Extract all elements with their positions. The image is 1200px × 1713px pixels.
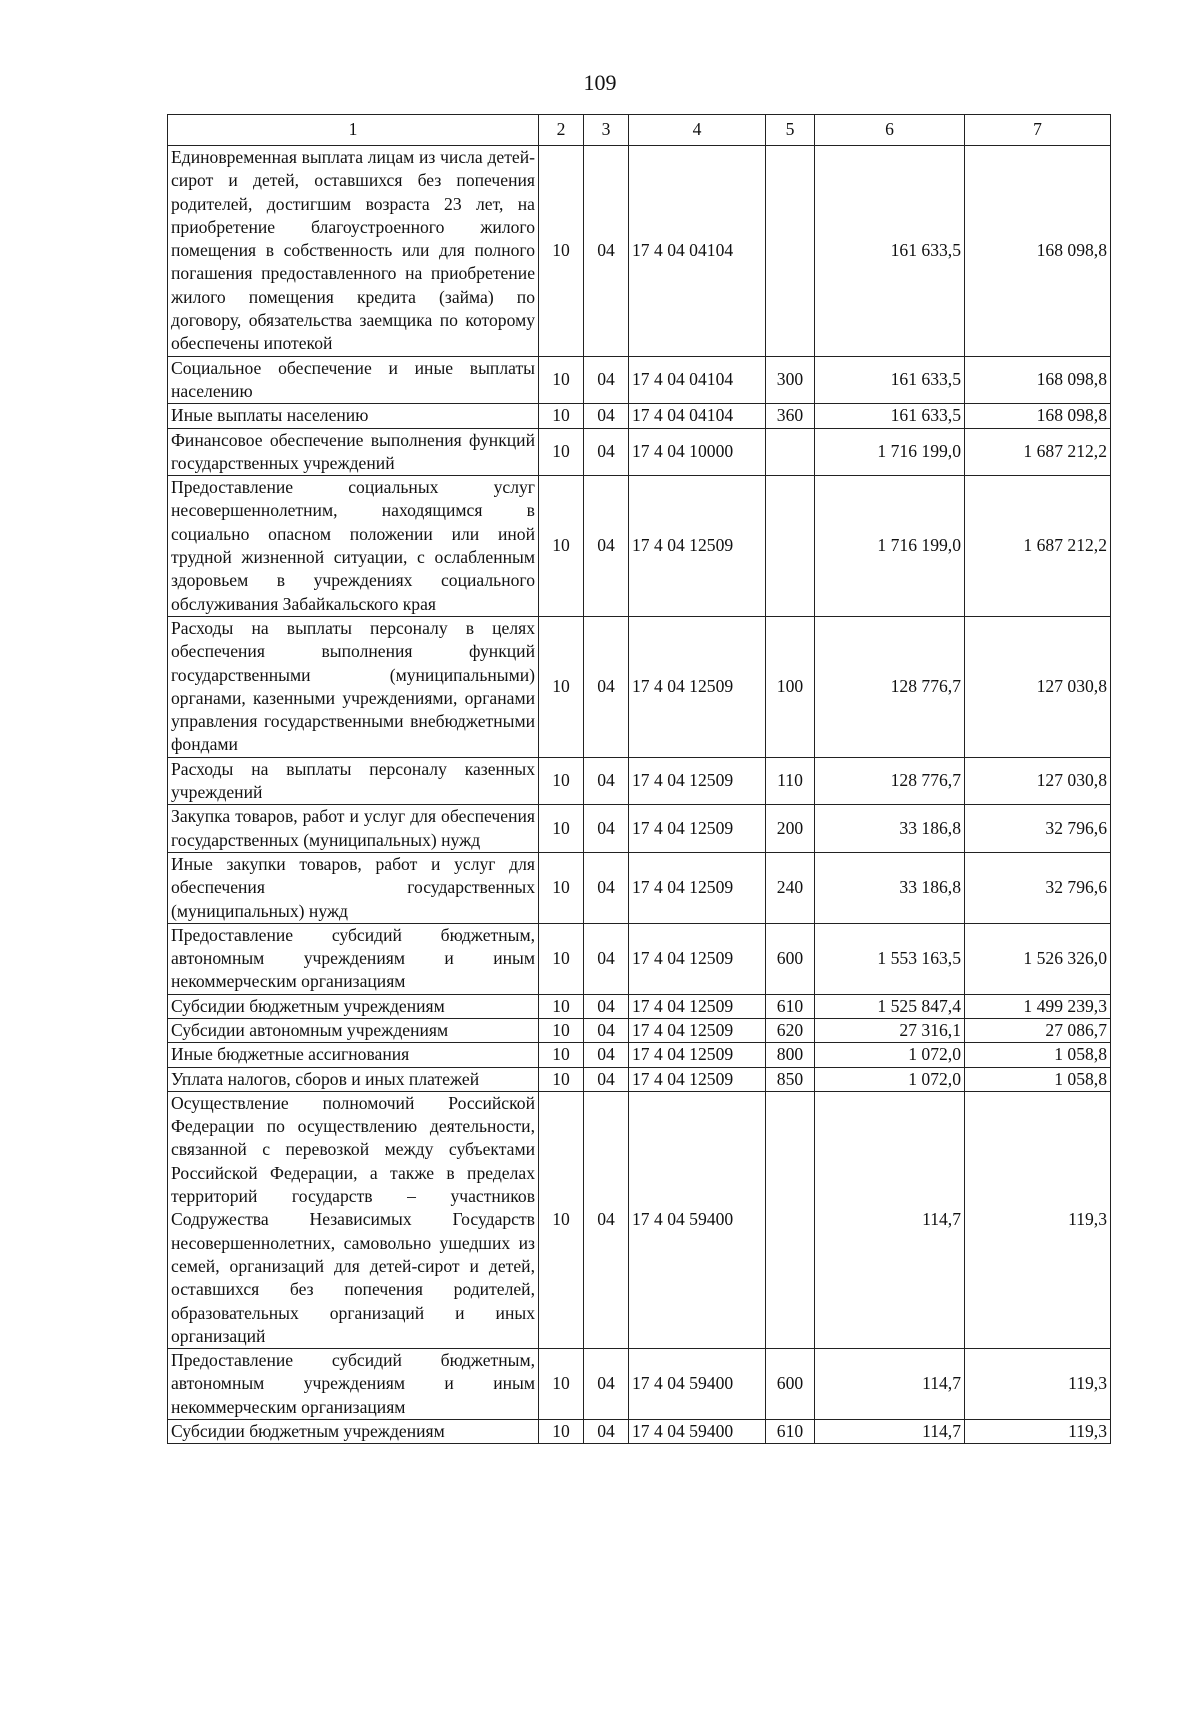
row-name-cell: Иные выплаты населению [168,404,539,428]
table-row [168,805,1111,853]
table-row [168,616,1111,757]
section-cell: 10 [539,1043,584,1067]
section-cell: 10 [539,923,584,994]
expense-type-cell: 300 [766,356,815,404]
amount-year2-cell: 119,3 [965,1349,1111,1420]
row-name-cell: Иные закупки товаров, работ и услуг для обеспечения государственных (муниципальных) нужд [168,852,539,923]
row-name-cell: Предоставление субсидий бюджетным, автономным учреждениям и иным некоммерческим организациям [168,1349,539,1420]
amount-year2-cell: 1 058,8 [965,1067,1111,1091]
section-cell: 10 [539,616,584,757]
amount-year1-cell: 114,7 [815,1420,965,1444]
row-name-cell: Финансовое обеспечение выполнения функций государственных учреждений [168,428,539,476]
column-header: 1 [168,115,539,146]
column-header: 6 [815,115,965,146]
subsection-cell: 04 [584,404,629,428]
subsection-cell: 04 [584,146,629,357]
column-header: 3 [584,115,629,146]
subsection-cell: 04 [584,1091,629,1348]
section-cell: 10 [539,428,584,476]
column-header: 2 [539,115,584,146]
subsection-cell: 04 [584,1349,629,1420]
target-item-cell: 17 4 04 12509 [629,476,766,617]
expense-type-cell [766,476,815,617]
target-item-cell: 17 4 04 59400 [629,1091,766,1348]
row-name-cell: Субсидии бюджетным учреждениям [168,1420,539,1444]
target-item-cell: 17 4 04 12509 [629,616,766,757]
amount-year2-cell: 1 058,8 [965,1043,1111,1067]
row-name-cell: Расходы на выплаты персоналу казенных учреждений [168,757,539,805]
budget-table [167,114,1111,1444]
expense-type-cell: 200 [766,805,815,853]
expense-type-cell: 800 [766,1043,815,1067]
header-row [168,115,1111,146]
subsection-cell: 04 [584,923,629,994]
expense-type-cell: 600 [766,923,815,994]
amount-year2-cell: 119,3 [965,1091,1111,1348]
target-item-cell: 17 4 04 12509 [629,757,766,805]
column-header: 7 [965,115,1111,146]
expense-type-cell: 110 [766,757,815,805]
target-item-cell: 17 4 04 12509 [629,805,766,853]
subsection-cell: 04 [584,1018,629,1042]
subsection-cell: 04 [584,1043,629,1067]
target-item-cell: 17 4 04 10000 [629,428,766,476]
table-row [168,356,1111,404]
section-cell: 10 [539,146,584,357]
amount-year1-cell: 1 072,0 [815,1067,965,1091]
subsection-cell: 04 [584,476,629,617]
table-row [168,757,1111,805]
table-row [168,1091,1111,1348]
section-cell: 10 [539,1091,584,1348]
amount-year2-cell: 32 796,6 [965,805,1111,853]
amount-year2-cell: 119,3 [965,1420,1111,1444]
table-row [168,1018,1111,1042]
row-name-cell: Уплата налогов, сборов и иных платежей [168,1067,539,1091]
section-cell: 10 [539,1067,584,1091]
expense-type-cell [766,1091,815,1348]
expense-type-cell: 620 [766,1018,815,1042]
amount-year1-cell: 1 553 163,5 [815,923,965,994]
section-cell: 10 [539,1420,584,1444]
target-item-cell: 17 4 04 04104 [629,404,766,428]
amount-year1-cell: 161 633,5 [815,356,965,404]
amount-year1-cell: 1 525 847,4 [815,994,965,1018]
table-row [168,1043,1111,1067]
expense-type-cell: 240 [766,852,815,923]
section-cell: 10 [539,994,584,1018]
target-item-cell: 17 4 04 12509 [629,923,766,994]
amount-year2-cell: 32 796,6 [965,852,1111,923]
target-item-cell: 17 4 04 12509 [629,1067,766,1091]
row-name-cell: Иные бюджетные ассигнования [168,1043,539,1067]
amount-year2-cell: 1 687 212,2 [965,428,1111,476]
subsection-cell: 04 [584,805,629,853]
row-name-cell: Предоставление социальных услуг несовершеннолетним, находящимся в социально опасном положении или иной трудной жизненной ситуации, с ослабленным здоровьем в учреждениях социального обслуживания Забайкальского края [168,476,539,617]
amount-year1-cell: 128 776,7 [815,757,965,805]
subsection-cell: 04 [584,852,629,923]
expense-type-cell: 100 [766,616,815,757]
row-name-cell: Предоставление субсидий бюджетным, автономным учреждениям и иным некоммерческим организациям [168,923,539,994]
expense-type-cell [766,146,815,357]
amount-year2-cell: 1 526 326,0 [965,923,1111,994]
expense-type-cell: 600 [766,1349,815,1420]
expense-type-cell: 610 [766,1420,815,1444]
expense-type-cell [766,428,815,476]
subsection-cell: 04 [584,616,629,757]
table-row [168,852,1111,923]
amount-year1-cell: 128 776,7 [815,616,965,757]
target-item-cell: 17 4 04 04104 [629,356,766,404]
amount-year1-cell: 1 716 199,0 [815,428,965,476]
section-cell: 10 [539,356,584,404]
amount-year1-cell: 1 716 199,0 [815,476,965,617]
row-name-cell: Закупка товаров, работ и услуг для обеспечения государственных (муниципальных) нужд [168,805,539,853]
table-row [168,1349,1111,1420]
section-cell: 10 [539,404,584,428]
subsection-cell: 04 [584,1420,629,1444]
amount-year1-cell: 114,7 [815,1091,965,1348]
section-cell: 10 [539,1018,584,1042]
subsection-cell: 04 [584,1067,629,1091]
target-item-cell: 17 4 04 04104 [629,146,766,357]
target-item-cell: 17 4 04 12509 [629,1018,766,1042]
target-item-cell: 17 4 04 59400 [629,1349,766,1420]
amount-year2-cell: 127 030,8 [965,757,1111,805]
subsection-cell: 04 [584,994,629,1018]
target-item-cell: 17 4 04 12509 [629,994,766,1018]
amount-year2-cell: 1 499 239,3 [965,994,1111,1018]
table-row [168,994,1111,1018]
target-item-cell: 17 4 04 12509 [629,1043,766,1067]
subsection-cell: 04 [584,757,629,805]
section-cell: 10 [539,852,584,923]
section-cell: 10 [539,476,584,617]
table-row [168,476,1111,617]
row-name-cell: Субсидии автономным учреждениям [168,1018,539,1042]
section-cell: 10 [539,1349,584,1420]
table-row [168,428,1111,476]
row-name-cell: Расходы на выплаты персоналу в целях обеспечения выполнения функций государственными (муниципальными) органами, казенными учреждениями, органами управления государственными внебюджетными фондами [168,616,539,757]
row-name-cell: Субсидии бюджетным учреждениям [168,994,539,1018]
table-row [168,1067,1111,1091]
amount-year2-cell: 168 098,8 [965,356,1111,404]
expense-type-cell: 360 [766,404,815,428]
target-item-cell: 17 4 04 12509 [629,852,766,923]
amount-year1-cell: 114,7 [815,1349,965,1420]
expense-type-cell: 610 [766,994,815,1018]
row-name-cell: Осуществление полномочий Российской Федерации по осуществлению деятельности, связанной с перевозкой между субъектами Российской Федерации, а также в пределах территорий государств – участников Содружества Независимых Государств несовершеннолетних, самовольно ушедших из семей, организаций для детей-сирот и детей, оставшихся без попечения родителей, образовательных организаций и иных организаций [168,1091,539,1348]
amount-year2-cell: 27 086,7 [965,1018,1111,1042]
section-cell: 10 [539,757,584,805]
amount-year1-cell: 33 186,8 [815,852,965,923]
column-header: 5 [766,115,815,146]
row-name-cell: Единовременная выплата лицам из числа детей-сирот и детей, оставшихся без попечения родителей, достигшим возраста 23 лет, на приобретение благоустроенного жилого помещения в собственность или для полного погашения предоставленного на приобретение жилого помещения кредита (займа) по договору, обязательства заемщика по которому обеспечены ипотекой [168,146,539,357]
row-name-cell: Социальное обеспечение и иные выплаты населению [168,356,539,404]
amount-year1-cell: 1 072,0 [815,1043,965,1067]
amount-year1-cell: 33 186,8 [815,805,965,853]
table-row [168,923,1111,994]
table-row [168,404,1111,428]
amount-year2-cell: 1 687 212,2 [965,476,1111,617]
section-cell: 10 [539,805,584,853]
table-row [168,146,1111,357]
amount-year2-cell: 168 098,8 [965,146,1111,357]
amount-year2-cell: 168 098,8 [965,404,1111,428]
subsection-cell: 04 [584,356,629,404]
amount-year1-cell: 27 316,1 [815,1018,965,1042]
column-header: 4 [629,115,766,146]
expense-type-cell: 850 [766,1067,815,1091]
amount-year1-cell: 161 633,5 [815,146,965,357]
table-row [168,1420,1111,1444]
page-number: 109 [583,70,617,95]
subsection-cell: 04 [584,428,629,476]
amount-year1-cell: 161 633,5 [815,404,965,428]
amount-year2-cell: 127 030,8 [965,616,1111,757]
target-item-cell: 17 4 04 59400 [629,1420,766,1444]
